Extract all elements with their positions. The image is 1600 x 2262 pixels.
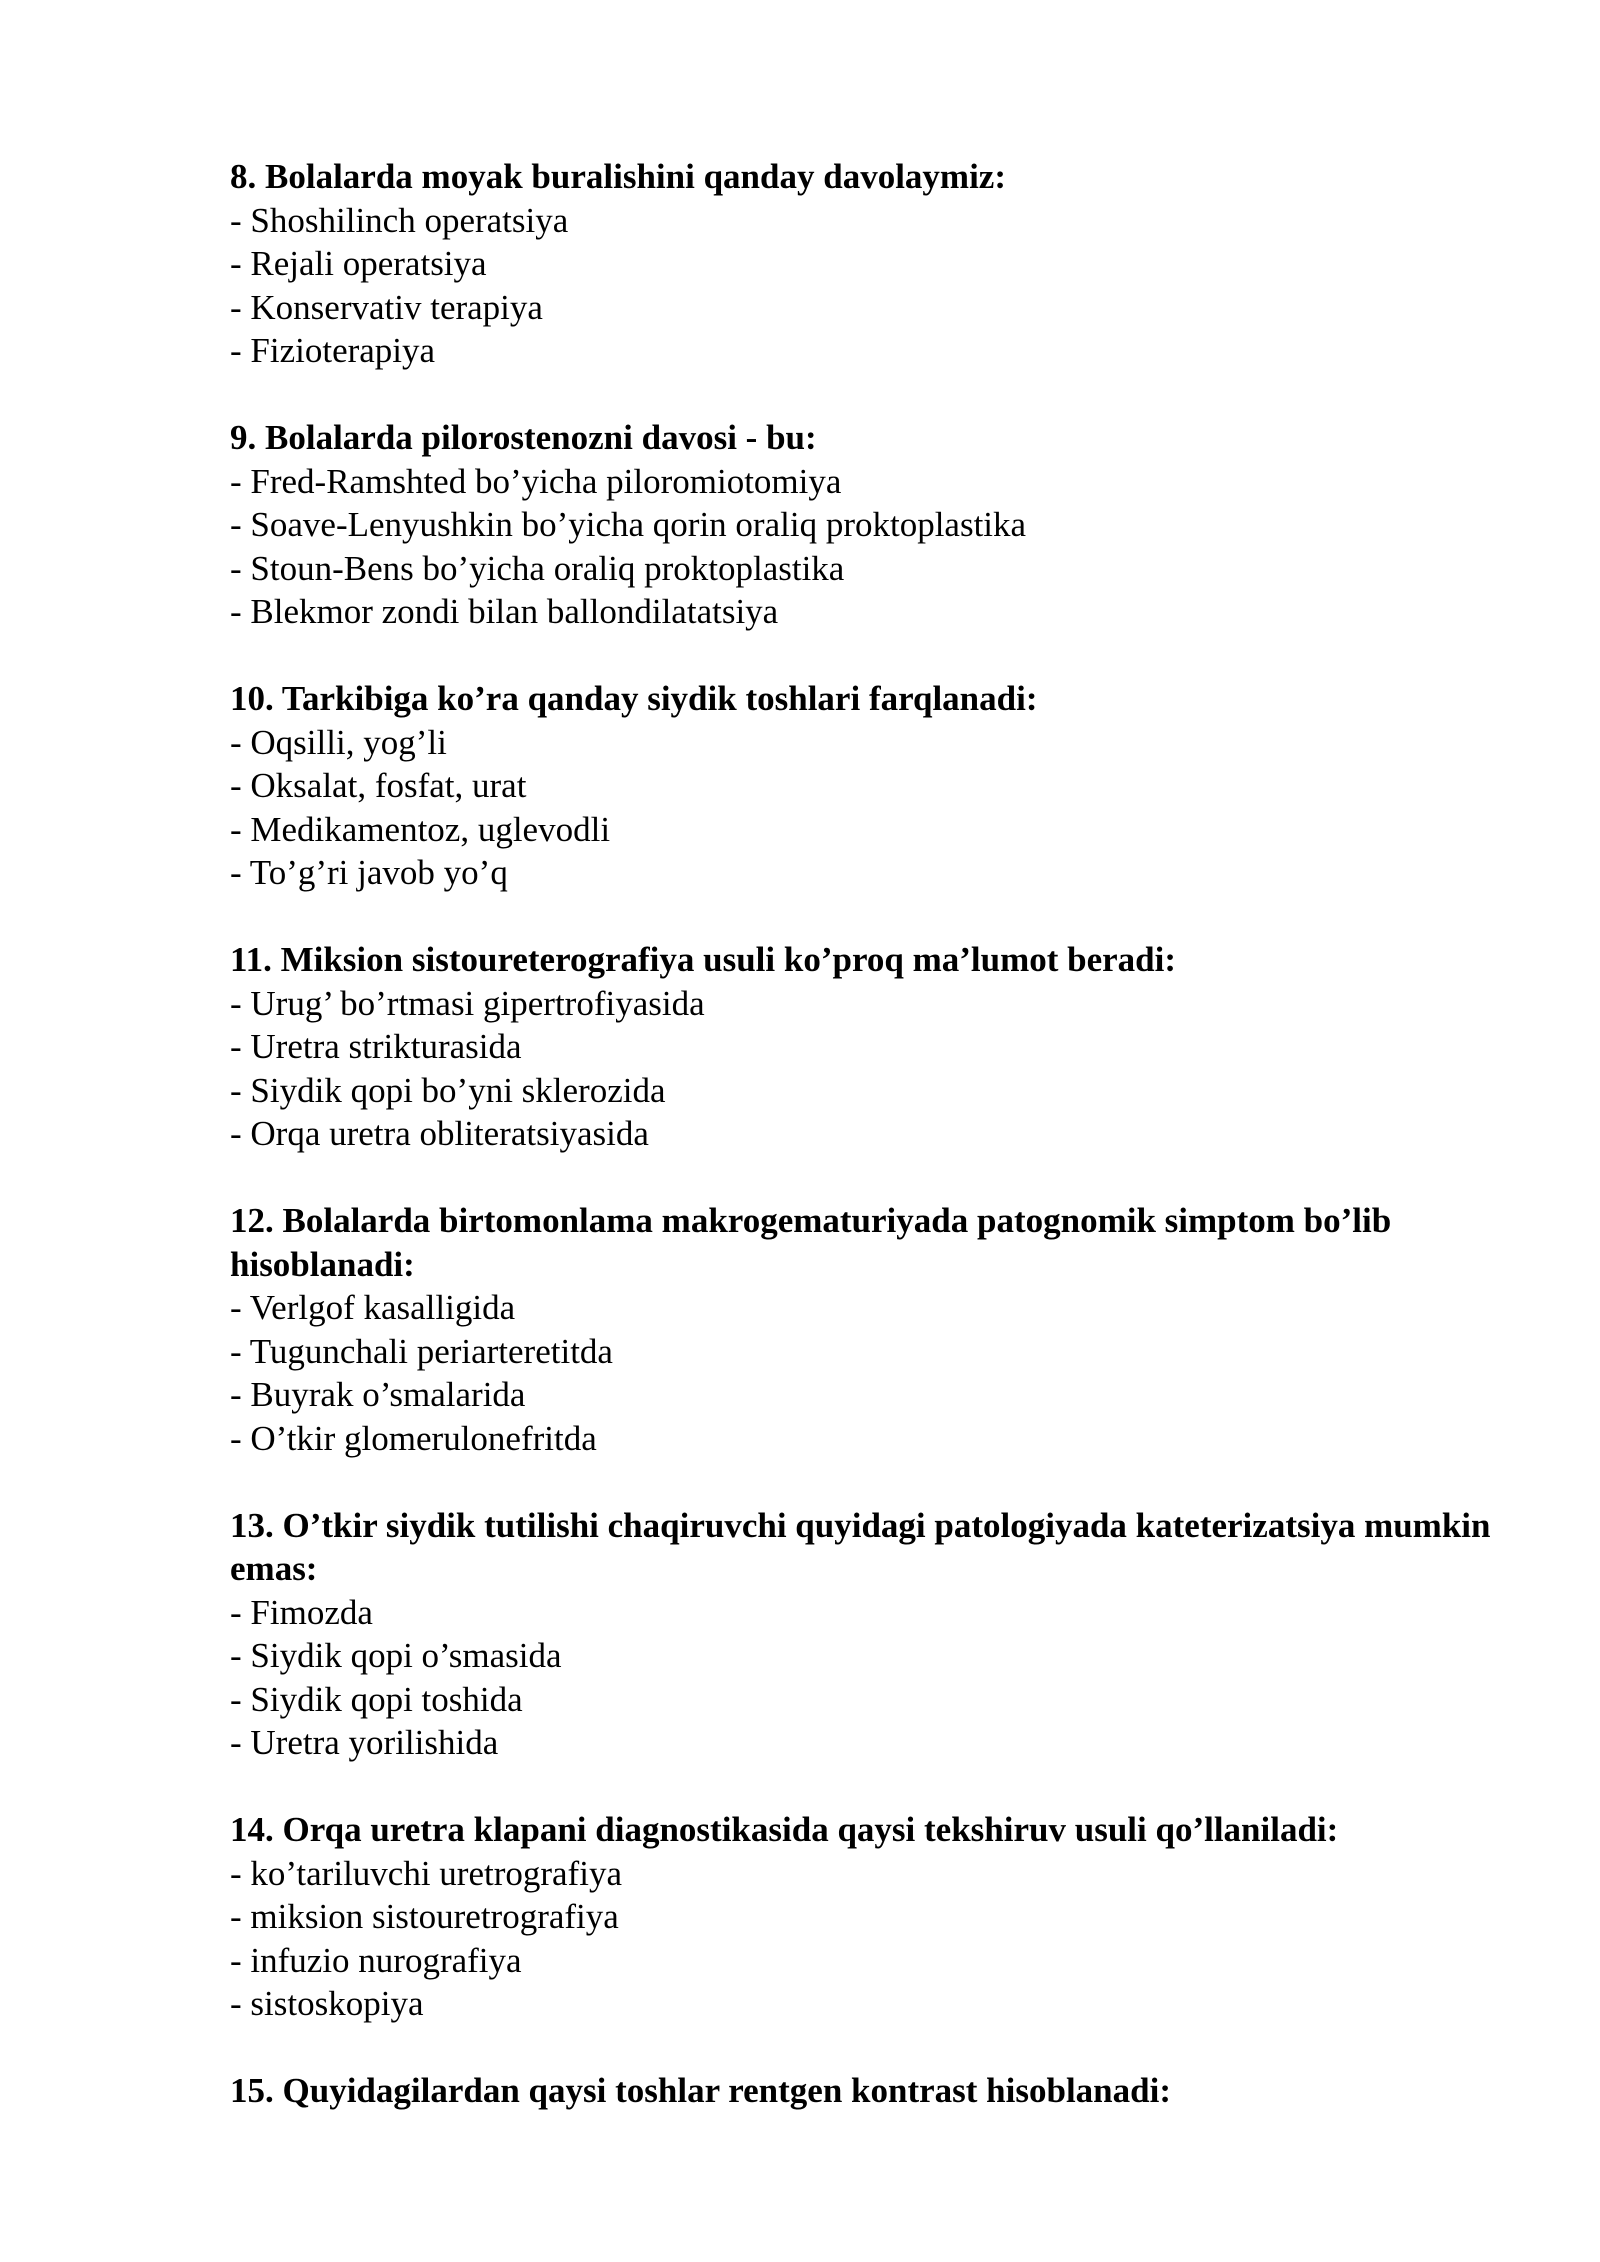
option-item: - Rejali operatsiya [230, 244, 487, 283]
option-item: - infuzio nurografiya [230, 1940, 522, 1980]
question-title: 13. O’tkir siydik tutilishi chaqiruvchi quyidagi patologiyada kateterizatsiya mumkin emas: [230, 1505, 1491, 1588]
option-item: - O’tkir glomerulonefritda [230, 1418, 597, 1458]
question-title: 14. Orqa uretra klapani diagnostikasida qaysi tekshiruv usuli qo’llaniladi: [230, 1810, 1339, 1849]
document-page [230, 155, 1530, 2156]
option-item: - Tugunchali periarteretitda [230, 1331, 613, 1371]
option-item: - sistoskopiya [230, 1984, 424, 2023]
question-15 [230, 2069, 1530, 2113]
question-14 [230, 1808, 1530, 2026]
question-title: 15. Quyidagilardan qaysi toshlar rentgen kontrast hisoblanadi: [230, 2071, 1171, 2110]
option-list [230, 199, 1530, 373]
option-item: - Blekmor zondi bilan ballondilatatsiya [230, 592, 779, 631]
option-item: - ko’tariluvchi uretrografiya [230, 1853, 622, 1893]
option-item: - Siydik qopi toshida [230, 1679, 523, 1719]
option-item: - Konservativ terapiya [230, 287, 543, 327]
option-list [230, 1591, 1530, 1765]
option-item: - Fred-Ramshted bo’yicha piloromiotomiya [230, 461, 842, 501]
option-item: - Soave-Lenyushkin bo’yicha qorin oraliq proktoplastika [230, 505, 1027, 544]
option-list [230, 1286, 1530, 1460]
option-item: - Oksalat, fosfat, urat [230, 766, 527, 805]
question-title: 9. Bolalarda pilorostenozni davosi - bu: [230, 418, 817, 457]
option-item: - Siydik qopi o’smasida [230, 1636, 562, 1675]
option-item: - Medikamentoz, uglevodli [230, 809, 611, 849]
option-item: - Siydik qopi bo’yni sklerozida [230, 1070, 666, 1110]
question-8 [230, 155, 1530, 373]
option-item: - Oqsilli, yog’li [230, 722, 447, 762]
question-10 [230, 677, 1530, 895]
option-list [230, 460, 1530, 634]
option-item: - Urug’ bo’rtmasi gipertrofiyasida [230, 983, 705, 1023]
option-list [230, 1852, 1530, 2026]
question-11 [230, 938, 1530, 1156]
question-9 [230, 416, 1530, 634]
question-title: 10. Tarkibiga ko’ra qanday siydik toshlari farqlanadi: [230, 679, 1038, 718]
option-item: - Uretra yorilishida [230, 1723, 499, 1762]
question-title: 11. Miksion sistoureterografiya usuli ko’proq ma’lumot beradi: [230, 940, 1177, 979]
option-item: - miksion sistouretrografiya [230, 1897, 619, 1936]
option-item: - Shoshilinch operatsiya [230, 200, 569, 240]
question-title: 8. Bolalarda moyak buralishini qanday davolaymiz: [230, 157, 1006, 196]
option-item: - To’g’ri javob yo’q [230, 853, 508, 892]
question-12 [230, 1199, 1530, 1460]
question-13 [230, 1504, 1530, 1765]
option-item: - Orqa uretra obliteratsiyasida [230, 1114, 649, 1153]
option-item: - Fimozda [230, 1592, 373, 1632]
option-list [230, 982, 1530, 1156]
option-list [230, 721, 1530, 895]
option-item: - Buyrak o’smalarida [230, 1375, 526, 1414]
question-title: 12. Bolalarda birtomonlama makrogematuriyada patognomik simptom bo’lib hisoblanadi: [230, 1201, 1392, 1284]
option-item: - Fizioterapiya [230, 331, 436, 370]
option-item: - Stoun-Bens bo’yicha oraliq proktoplastika [230, 548, 845, 588]
option-item: - Uretra strikturasida [230, 1027, 522, 1066]
option-item: - Verlgof kasalligida [230, 1288, 516, 1327]
